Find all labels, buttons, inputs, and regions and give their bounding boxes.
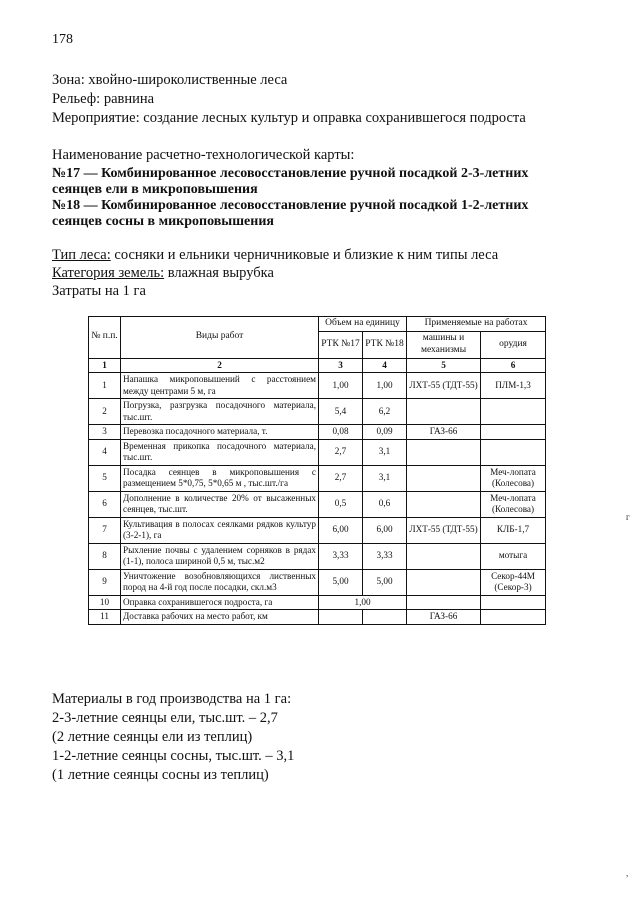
materials-block [52, 690, 294, 785]
materials-line: (2 летние сеянцы ели из теплиц) [52, 729, 253, 745]
row-number: 4 [89, 439, 121, 465]
rtk18-value: 0,09 [363, 425, 407, 440]
machines-value [407, 439, 481, 465]
work-description: Перевозка посадочного материала, т. [121, 425, 319, 440]
land-category-label: Категория земель: [52, 265, 165, 281]
row-number: 8 [89, 543, 121, 569]
materials-line: 2-3-летние сеянцы ели, тыс.шт. – 2,7 [52, 710, 278, 726]
row-number: 9 [89, 569, 121, 595]
column-number: 1 [89, 358, 121, 373]
activity-line: Мероприятие: создание лесных культур и оправка сохранившегося подроста [52, 110, 526, 126]
materials-heading: Материалы в год производства на 1 га: [52, 691, 292, 707]
rtk18-value: 3,1 [363, 439, 407, 465]
tools-value: Меч-лопата (Колесова) [481, 491, 546, 517]
row-number: 2 [89, 399, 121, 425]
tools-value: КЛБ-1,7 [481, 517, 546, 543]
machines-value: ЛХТ-55 (ТДТ-55) [407, 517, 481, 543]
rtk17-value: 2,7 [319, 465, 363, 491]
card17-title: №17 — Комбинированное лесовосстановление ручной посадкой 2-3-летних [52, 166, 529, 181]
column-number: 2 [121, 358, 319, 373]
page-number: 178 [52, 32, 73, 47]
rtk17-value: 3,33 [319, 543, 363, 569]
machines-value [407, 465, 481, 491]
table-row [89, 543, 546, 569]
machines-value [407, 543, 481, 569]
rtk18-value: 3,33 [363, 543, 407, 569]
card18-title-cont: сеянцев сосны в микроповышения [52, 214, 274, 229]
rtk17-value: 5,4 [319, 399, 363, 425]
machines-value: ЛХТ-55 (ТДТ-55) [407, 373, 481, 399]
tools-value: Секор-44М (Секор-3) [481, 569, 546, 595]
work-description: Доставка рабочих на место работ, км [121, 610, 319, 625]
work-description: Уничтожение возобновляющихся лиственных пород на 4-й год после посадки, скл.м3 [121, 569, 319, 595]
land-category-value: влажная вырубка [164, 265, 274, 281]
materials-line: (1 летние сеянцы сосны из теплиц) [52, 767, 269, 783]
column-number: 6 [481, 358, 546, 373]
table-row [89, 610, 546, 625]
tools-value [481, 425, 546, 440]
work-description: Рыхление почвы с удалением сорняков в рядах (1-1), полоса шириной 0,5 м, тыс.м2 [121, 543, 319, 569]
rtk18-value: 5,00 [363, 569, 407, 595]
rtk18-value: 1,00 [363, 373, 407, 399]
work-description: Погрузка, разгрузка посадочного материала, тыс.шт. [121, 399, 319, 425]
table-row [89, 595, 546, 610]
header-volume: Объем на единицу [319, 317, 407, 332]
header-applied: Применяемые на работах [407, 317, 546, 332]
work-description: Оправка сохранившегося подроста, га [121, 595, 319, 610]
row-number: 11 [89, 610, 121, 625]
table-row [89, 425, 546, 440]
rtk18-value [363, 610, 407, 625]
costs-line: Затраты на 1 га [52, 283, 146, 299]
work-description: Культивация в полосах сеялками рядков культур (3-2-1), га [121, 517, 319, 543]
row-number: 7 [89, 517, 121, 543]
tools-value: ПЛМ-1,3 [481, 373, 546, 399]
header-num: № п.п. [89, 317, 121, 359]
work-description: Дополнение в количестве 20% от высаженных сеянцев, тыс.шт. [121, 491, 319, 517]
table-row [89, 465, 546, 491]
rtk18-value: 6,00 [363, 517, 407, 543]
table-row [89, 399, 546, 425]
forest-type-line [52, 247, 498, 264]
header-machines: машины и механизмы [407, 331, 481, 358]
materials-line: 1-2-летние сеянцы сосны, тыс.шт. – 3,1 [52, 748, 295, 764]
row-number: 5 [89, 465, 121, 491]
row-number: 3 [89, 425, 121, 440]
table-row [89, 569, 546, 595]
rtk18-value: 6,2 [363, 399, 407, 425]
rtk17-value: 5,00 [319, 569, 363, 595]
tools-value [481, 610, 546, 625]
table-row [89, 373, 546, 399]
tools-value [481, 399, 546, 425]
header-works: Виды работ [121, 317, 319, 359]
column-number: 5 [407, 358, 481, 373]
works-table [88, 316, 546, 625]
machines-value [407, 491, 481, 517]
header-rtk17: РТК №17 [319, 331, 363, 358]
row-number: 6 [89, 491, 121, 517]
column-number: 4 [363, 358, 407, 373]
header-tools: орудия [481, 331, 546, 358]
rtk17-value: 0,08 [319, 425, 363, 440]
card17-title-cont: сеянцев ели в микроповышения [52, 182, 258, 197]
row-number: 1 [89, 373, 121, 399]
forest-type-value: сосняки и ельники черничниковые и близкие к ним типы леса [110, 247, 499, 263]
edge-mark: , [626, 868, 629, 878]
relief-line: Рельеф: равнина [52, 91, 155, 107]
machines-value [407, 595, 481, 610]
edge-mark: г [626, 512, 630, 522]
machines-value [407, 399, 481, 425]
card18-title: №18 — Комбинированное лесовосстановление ручной посадкой 1-2-летних [52, 198, 529, 213]
machines-value: ГАЗ-66 [407, 610, 481, 625]
work-description: Временная прикопка посадочного материала, тыс.шт. [121, 439, 319, 465]
tools-value [481, 439, 546, 465]
forest-type-label: Тип леса: [52, 247, 111, 263]
column-number: 3 [319, 358, 363, 373]
rtk17-value: 6,00 [319, 517, 363, 543]
rtk18-value: 3,1 [363, 465, 407, 491]
machines-value: ГАЗ-66 [407, 425, 481, 440]
table-row [89, 517, 546, 543]
machines-value [407, 569, 481, 595]
work-description: Напашка микроповышений с расстоянием между центрами 5 м, га [121, 373, 319, 399]
table-row [89, 439, 546, 465]
column-number-row [89, 358, 546, 373]
tools-value: мотыга [481, 543, 546, 569]
land-category-line [52, 265, 274, 282]
merged-volume-value: 1,00 [319, 595, 407, 610]
tools-value: Меч-лопата (Колесова) [481, 465, 546, 491]
header-rtk18: РТК №18 [363, 331, 407, 358]
table-row [89, 491, 546, 517]
work-description: Посадка сеянцев в микроповышения с размещением 5*0,75, 5*0,65 м , тыс.шт./га [121, 465, 319, 491]
tools-value [481, 595, 546, 610]
zone-line: Зона: хвойно-широколиственные леса [52, 72, 288, 88]
rtk18-value: 0,6 [363, 491, 407, 517]
rtk17-value: 0,5 [319, 491, 363, 517]
rtk17-value [319, 610, 363, 625]
rtk17-value: 2,7 [319, 439, 363, 465]
card-heading: Наименование расчетно-технологической карты: [52, 147, 355, 163]
rtk17-value: 1,00 [319, 373, 363, 399]
row-number: 10 [89, 595, 121, 610]
